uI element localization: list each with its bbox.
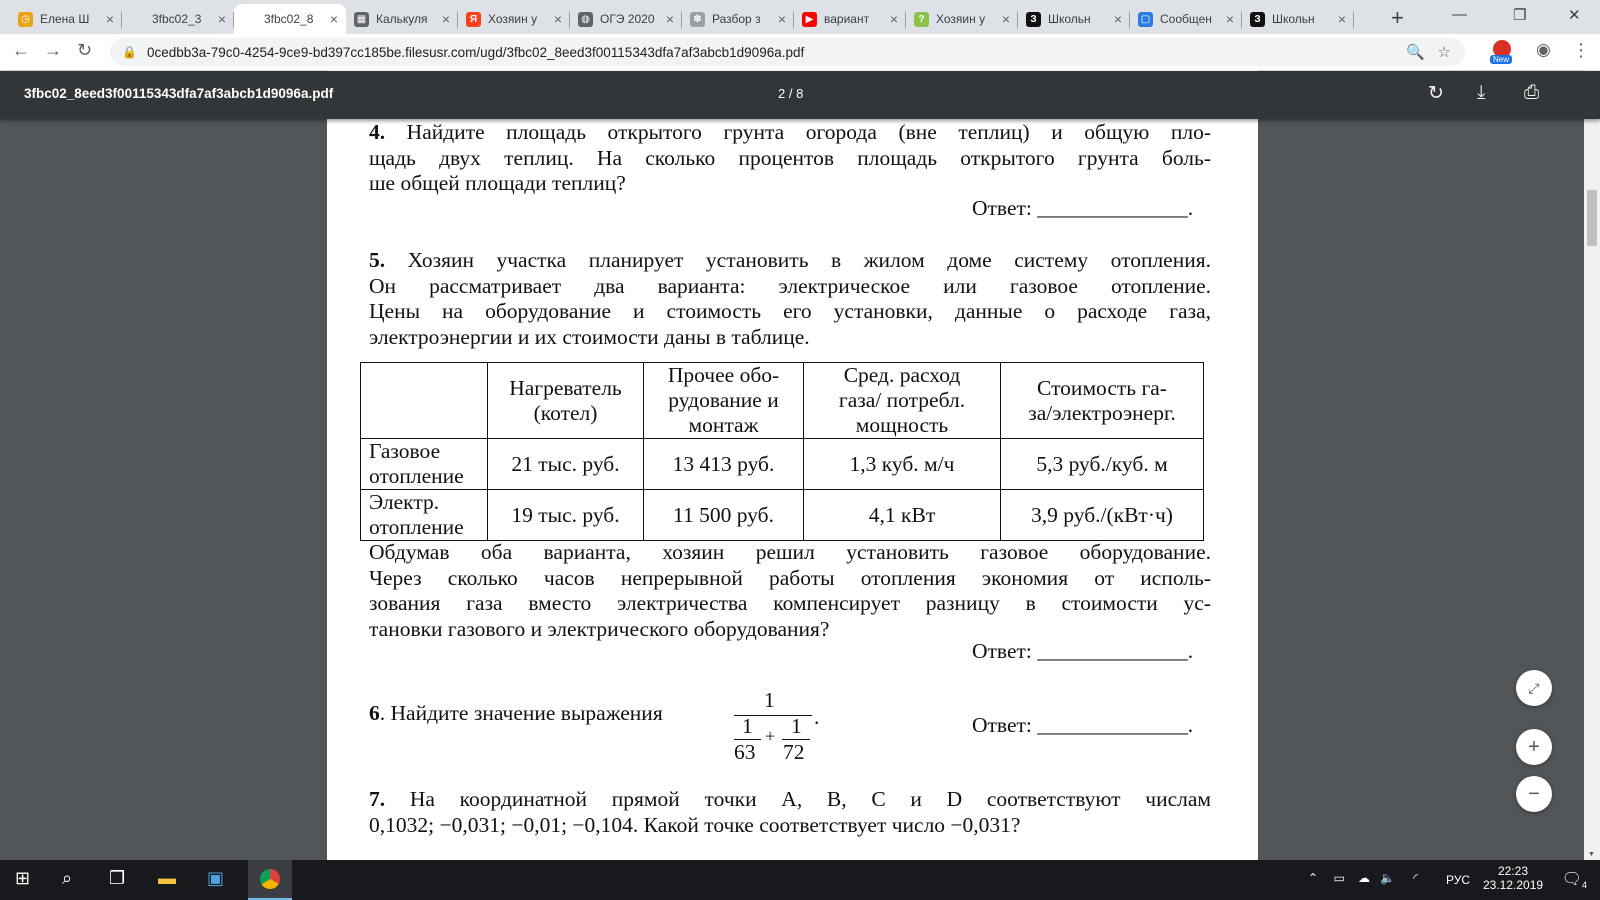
windows-taskbar xyxy=(0,860,1600,900)
tab-title: Хозяин у xyxy=(936,12,986,26)
table-header-equipment: Прочее обо- рудование и монтаж xyxy=(644,363,804,439)
maximize-icon[interactable]: ❐ xyxy=(1513,7,1527,24)
q5-line-3: Цены на оборудование и стоимость его установки, данные о расходе газа, xyxy=(369,299,1211,323)
frac-b-num: 1 xyxy=(791,714,802,738)
browser-tab[interactable] xyxy=(346,4,458,34)
q5-after-line-2: Через сколько часов непрерывной работы отопления экономия от исполь- xyxy=(369,565,1211,590)
browser-tab[interactable] xyxy=(1242,4,1354,34)
close-icon[interactable]: × xyxy=(217,11,226,27)
tray-chevron-icon[interactable]: ⌃ xyxy=(1307,871,1318,885)
table-cell: 3,9 руб./(кВт·ч) xyxy=(1001,490,1204,541)
q5-answer: Ответ: ______________. xyxy=(972,639,1194,663)
chrome-icon xyxy=(260,869,280,889)
search-icon[interactable]: ⌕ xyxy=(62,868,73,888)
page-indicator[interactable]: 2 / 8 xyxy=(778,86,804,101)
browser-tab[interactable] xyxy=(10,4,122,34)
table-cell: 5,3 руб./куб. м xyxy=(1001,439,1204,490)
zoom-in-button[interactable] xyxy=(1516,729,1552,765)
q5-after-line-1: Обдумав оба варианта, хозяин решил установить газовое оборудование. xyxy=(369,540,1211,564)
close-icon[interactable]: × xyxy=(777,11,786,27)
notifications-icon[interactable]: 🗨 xyxy=(1561,871,1582,888)
reload-icon[interactable]: ↻ xyxy=(77,40,93,60)
tab-strip xyxy=(0,0,1600,34)
file-explorer-icon[interactable]: ▬ xyxy=(158,868,176,888)
table-row-gas xyxy=(361,439,1204,490)
q4-line-2: щадь двух теплиц. На сколько процентов площадь открытого грунта боль- xyxy=(369,145,1211,170)
q5-after-line-4: тановки газового и электрического оборудования? xyxy=(369,616,830,641)
pdf-page xyxy=(327,70,1258,860)
heating-table xyxy=(360,362,1204,541)
browser-tab[interactable] xyxy=(234,4,346,34)
table-header-row xyxy=(361,363,1204,439)
browser-tab[interactable] xyxy=(906,4,1018,34)
extension-new-label: New xyxy=(1490,55,1512,64)
task-view-icon[interactable]: ❐ xyxy=(109,868,126,888)
q4-answer: Ответ: ______________. xyxy=(972,196,1194,220)
chrome-taskbar-button[interactable] xyxy=(248,860,292,900)
table-cell: 4,1 кВт xyxy=(804,490,1001,541)
table-cell: 21 тыс. руб. xyxy=(488,439,644,490)
tab-title: Елена Ш xyxy=(40,12,90,26)
frac-a-num: 1 xyxy=(742,714,753,738)
volume-icon[interactable]: 🔈 xyxy=(1380,871,1395,885)
q7-number: 7. xyxy=(369,787,386,811)
tab-title: Разбор з xyxy=(712,12,761,26)
question-4 xyxy=(369,120,1211,197)
table-cell: 11 500 руб. xyxy=(644,490,804,541)
tab-title: ОГЭ 2020 xyxy=(600,12,655,26)
question-5 xyxy=(369,248,1211,350)
tab-title: Калькуля xyxy=(376,12,428,26)
q4-number: 4. xyxy=(369,120,386,144)
q6-answer: Ответ: ______________. xyxy=(972,713,1194,737)
fit-page-button[interactable] xyxy=(1516,670,1552,706)
q5-number: 5. xyxy=(369,248,386,272)
table-cell: 13 413 руб. xyxy=(644,439,804,490)
frac-top: 1 xyxy=(764,688,775,712)
q5-line-4: электроэнергии и их стоимости даны в таблице. xyxy=(369,324,810,349)
table-header-empty xyxy=(361,363,488,439)
q7-line-1: На координатной прямой точки A, B, C и D соответствуют числам xyxy=(409,787,1212,811)
lock-icon[interactable]: 🔒 xyxy=(122,45,137,59)
zoom-out-button[interactable] xyxy=(1516,776,1552,812)
browser-tab[interactable] xyxy=(682,4,794,34)
question-5-continued xyxy=(369,540,1211,642)
plus-icon: + xyxy=(1528,735,1540,758)
store-icon[interactable]: ▣ xyxy=(207,868,225,888)
close-icon[interactable]: × xyxy=(553,11,562,27)
q5-line-1: Хозяин участка планирует установить в жилом доме систему отопления. xyxy=(407,248,1211,272)
table-row-electric xyxy=(361,490,1204,541)
q6-number: 6 xyxy=(369,701,380,725)
q6-expression xyxy=(734,688,818,766)
clock-time: 22:23 xyxy=(1497,864,1529,878)
table-cell: 1,3 куб. м/ч xyxy=(804,439,1001,490)
q5-after-line-3: зования газа вместо электричества компенсирует разницу в стоимости ус- xyxy=(369,591,1211,615)
address-bar[interactable] xyxy=(110,38,1465,66)
url-text[interactable]: 0cedbb3a-79c0-4254-9ce9-bd397cc185be.filesusr.com/ugd/3fbc02_8eed3f00115343dfa7af3abcb1d9096a.pdf xyxy=(146,44,805,60)
download-icon[interactable]: ⤓ xyxy=(1477,82,1486,103)
minus-icon: − xyxy=(1528,782,1540,805)
calculator-icon: ▦ xyxy=(354,12,369,27)
minimize-icon[interactable]: — xyxy=(1452,6,1467,23)
globe-icon: ◍ xyxy=(578,12,593,27)
close-icon[interactable]: × xyxy=(1337,11,1346,27)
tab-title: Школьн xyxy=(1272,12,1315,26)
table-header-heater: Нагреватель (котел) xyxy=(488,363,644,439)
page-scrollbar[interactable] xyxy=(1584,70,1600,860)
clock-date: 23.12.2019 xyxy=(1483,878,1544,892)
q5-line-2: Он рассматривает два варианта: электрическое или газовое отопление. xyxy=(369,273,1211,298)
tab-separator xyxy=(1353,12,1354,28)
close-icon[interactable]: × xyxy=(441,11,450,27)
menu-icon[interactable]: ⋮ xyxy=(1572,40,1590,60)
q7-line-2: 0,1032; −0,031; −0,01; −0,104. Какой точке соответствует число −0,031? xyxy=(369,812,1021,837)
table-header-cost: Стоимость га- за/электроэнерг. xyxy=(1001,363,1204,439)
close-icon[interactable]: × xyxy=(1225,11,1234,27)
battery-icon[interactable]: ▭ xyxy=(1333,871,1345,885)
fit-page-icon: ⤢ xyxy=(1528,679,1540,696)
profile-icon[interactable]: ◉ xyxy=(1536,40,1551,59)
pdf-toolbar xyxy=(0,71,1600,119)
wifi-icon[interactable]: ◜ xyxy=(1413,871,1418,885)
extension-icon[interactable] xyxy=(1490,40,1514,66)
table-row-electric-label: Электр. отопление xyxy=(361,490,488,541)
yandex-icon: Я xyxy=(466,12,481,27)
browser-tab[interactable] xyxy=(458,4,570,34)
gear-icon: ✽ xyxy=(690,12,705,27)
q4-line-1: Найдите площадь открытого грунта огорода (вне теплиц) и общую пло- xyxy=(406,120,1212,144)
question-7 xyxy=(369,787,1211,838)
browser-tab[interactable] xyxy=(794,4,906,34)
frac-a-den: 63 xyxy=(734,740,756,764)
clock-icon: ◷ xyxy=(18,12,33,27)
network-warning-icon[interactable]: ☁ xyxy=(1358,871,1370,885)
browser-tab[interactable] xyxy=(570,4,682,34)
znanija-icon: З xyxy=(1026,12,1041,27)
browser-toolbar xyxy=(0,34,1600,71)
table-header-consumption: Сред. расход газа/ потребл. мощность xyxy=(804,363,1001,439)
tab-title: Сообщен xyxy=(1160,12,1212,26)
scroll-thumb[interactable] xyxy=(1587,190,1597,246)
language-indicator[interactable]: РУС xyxy=(1445,873,1470,887)
close-icon[interactable]: × xyxy=(889,11,898,27)
notifications-count: 4 xyxy=(1581,880,1587,890)
q6-text: . Найдите значение выражения xyxy=(379,701,663,725)
question-icon: ? xyxy=(914,12,929,27)
tab-title: Школьн xyxy=(1048,12,1091,26)
back-icon[interactable]: ← xyxy=(12,40,30,60)
tab-title: 3fbc02_8 xyxy=(264,12,314,26)
scroll-down-icon[interactable]: ▼ xyxy=(1588,851,1595,858)
browser-tab[interactable] xyxy=(1130,4,1242,34)
frac-b-den: 72 xyxy=(783,740,805,764)
tab-title: вариант xyxy=(824,12,870,26)
new-tab-icon[interactable]: + xyxy=(1391,5,1404,30)
browser-tab[interactable] xyxy=(1018,4,1130,34)
pdf-title: 3fbc02_8eed3f00115343dfa7af3abcb1d9096a.pdf xyxy=(24,86,334,101)
table-cell: 19 тыс. руб. xyxy=(488,490,644,541)
tab-title: Хозяин у xyxy=(488,12,538,26)
close-icon[interactable]: × xyxy=(1001,11,1010,27)
clock[interactable] xyxy=(1483,864,1543,892)
frac-plus: + xyxy=(765,726,776,746)
frac-dot: . xyxy=(814,705,820,729)
zoom-and-bookmark-icons[interactable]: 🔍 ☆ xyxy=(1406,44,1451,61)
close-icon[interactable]: × xyxy=(1113,11,1122,27)
browser-tab[interactable] xyxy=(122,4,234,34)
tab-title: 3fbc02_3 xyxy=(152,12,202,26)
znanija-icon: З xyxy=(1250,12,1265,27)
rotate-icon[interactable]: ↻ xyxy=(1428,83,1444,104)
table-row-gas-label: Газовое отопление xyxy=(361,439,488,490)
youtube-icon: ▶ xyxy=(802,12,817,27)
close-icon[interactable]: × xyxy=(665,11,674,27)
q4-line-3: ше общей площади теплиц? xyxy=(369,171,626,195)
close-icon[interactable]: × xyxy=(329,11,338,27)
question-6 xyxy=(369,701,663,726)
print-icon[interactable]: ⎙ xyxy=(1524,82,1540,103)
windows-start-icon[interactable]: ⊞ xyxy=(15,868,31,888)
forward-icon[interactable]: → xyxy=(44,40,62,60)
close-icon[interactable]: × xyxy=(105,11,114,27)
window-close-icon[interactable]: ✕ xyxy=(1568,7,1581,24)
chat-icon: ▢ xyxy=(1138,12,1153,27)
